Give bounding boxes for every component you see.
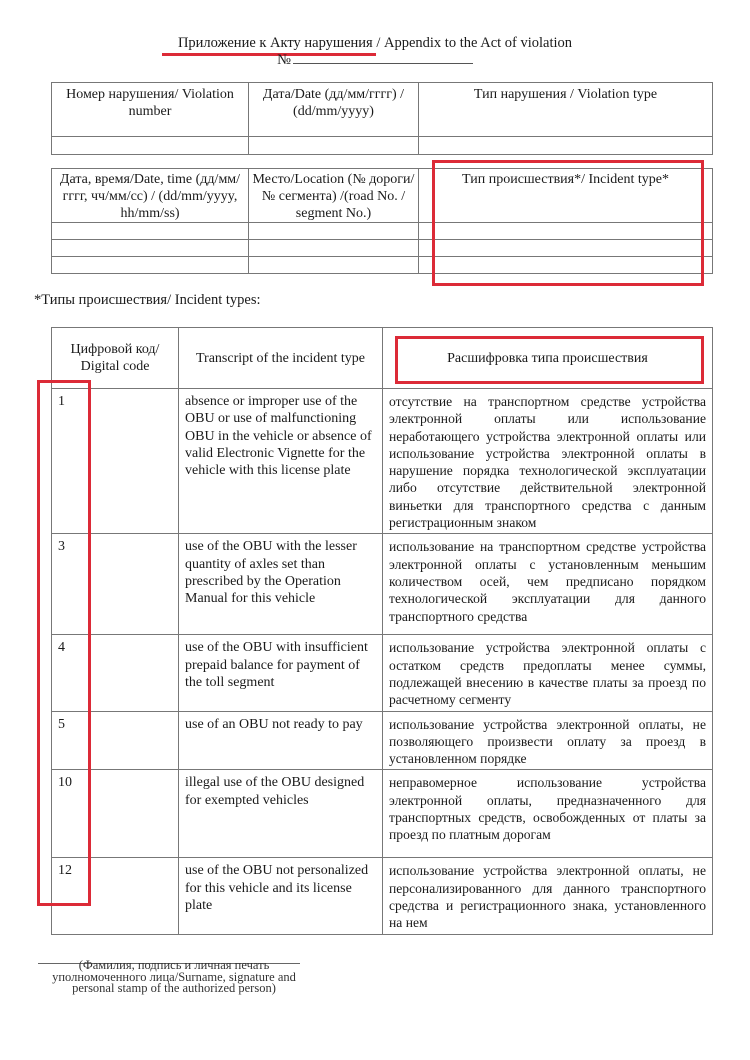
incident-datetime-cell[interactable] — [52, 257, 249, 274]
incident-location-cell[interactable] — [249, 257, 419, 274]
incident-transcript-ru: использование устройства электронной оплаты, не персонализированного для данного транспортного средства и регистрационного знака, установленного на нем — [383, 858, 713, 934]
incident-type-column-highlight — [432, 160, 704, 286]
incident-type-row — [52, 635, 713, 711]
incident-transcript-en: use of the OBU with insufficient prepaid balance for payment of the toll segment — [179, 635, 383, 711]
incident-transcript-ru: неправомерное использование устройства электронной оплаты, предназначенного для транспортных средств, освобожденных от платы за проезд по платным дорогам — [383, 770, 713, 858]
incident-code: 4 — [52, 635, 179, 711]
act-number-label: № — [277, 52, 291, 68]
incident-type-row — [52, 389, 713, 534]
incident-transcript-en: absence or improper use of the OBU or use of malfunctioning OBU in the vehicle or absence of valid Electronic Vignette for the vehicle with this license plate — [179, 389, 383, 534]
incident-transcript-en: illegal use of the OBU designed for exempted vehicles — [179, 770, 383, 858]
incident-location-header: Место/Location (№ дороги/№ сегмента) /(road No. / segment No.) — [249, 169, 419, 223]
violation-number-header: Номер нарушения/ Violation number — [52, 83, 249, 137]
violation-table-row — [52, 137, 713, 155]
signature-caption: (Фамилия, подпись и личная печать уполномоченного лица/Surname, signature and personal stamp of the authorized person) — [52, 958, 296, 995]
incident-datetime-header: Дата, время/Date, time (дд/мм/гггг, чч/мм/сс) / (dd/mm/yyyy, hh/mm/ss) — [52, 169, 249, 223]
incident-types-table — [51, 327, 713, 935]
incident-code: 3 — [52, 534, 179, 635]
incident-type-header: Тип происшествия*/ Incident type* — [419, 169, 713, 223]
incident-transcript-ru: отсутствие на транспортном средстве устройства электронной оплаты или использование неработающего устройства электронной оплаты или использование устройства электронной оплаты в нарушение порядка технологической эксплуатации либо отсутствие действительной электронной виньетки для транспортного средства с данным регистрационным знаком — [383, 389, 713, 534]
document-title — [0, 35, 750, 52]
incident-code: 12 — [52, 858, 179, 934]
ru-header-highlight — [395, 336, 704, 384]
act-number-line — [0, 51, 750, 69]
incident-transcript-ru: использование устройства электронной оплаты с остатком средств предоплаты менее суммы, подлежащей внесению в качестве платы за проезд по расчетному сегменту — [383, 635, 713, 711]
incident-type-row — [52, 858, 713, 934]
ru-transcript-header: Расшифровка типа происшествия — [383, 328, 713, 389]
digital-code-column-highlight — [37, 380, 91, 906]
violation-date-header: Дата/Date (дд/мм/гггг) / (dd/mm/yyyy) — [249, 83, 419, 137]
incident-transcript-ru: использование устройства электронной оплаты, не позволяющего произвести оплату за проезд в установленном порядке — [383, 711, 713, 770]
violation-table — [51, 82, 713, 155]
incident-code: 10 — [52, 770, 179, 858]
incident-code: 5 — [52, 711, 179, 770]
incident-type-row — [52, 711, 713, 770]
violation-date-cell[interactable] — [249, 137, 419, 155]
incident-transcript-en: use of the OBU not personalized for this vehicle and its license plate — [179, 858, 383, 934]
incident-transcript-en: use of an OBU not ready to pay — [179, 711, 383, 770]
document-title-ru: Приложение к Акту нарушения — [177, 35, 373, 51]
document-title-en: / Appendix to the Act of violation — [372, 35, 573, 51]
incident-code: 1 — [52, 389, 179, 534]
incident-location-cell[interactable] — [249, 240, 419, 257]
violation-type-header: Тип нарушения / Violation type — [419, 83, 713, 137]
incident-types-caption: *Типы происшествия/ Incident types: — [34, 292, 261, 308]
incident-location-cell[interactable] — [249, 223, 419, 240]
incident-datetime-cell[interactable] — [52, 240, 249, 257]
violation-table-header — [52, 83, 713, 137]
incident-type-row — [52, 770, 713, 858]
violation-number-cell[interactable] — [52, 137, 249, 155]
incident-transcript-ru: использование на транспортном средстве устройства электронной оплаты с установленным меньшим количеством осей, чем предписано порядком технологической эксплуатации для данного транспортного средства — [383, 534, 713, 635]
act-number-blank[interactable] — [293, 51, 473, 64]
incident-datetime-cell[interactable] — [52, 223, 249, 240]
incident-transcript-en: use of the OBU with the lesser quantity of axles set than prescribed by the Operation Manual for this vehicle — [179, 534, 383, 635]
digital-code-header: Цифровой код/ Digital code — [52, 328, 179, 389]
violation-type-cell[interactable] — [419, 137, 713, 155]
incident-type-row — [52, 534, 713, 635]
transcript-header: Transcript of the incident type — [179, 328, 383, 389]
